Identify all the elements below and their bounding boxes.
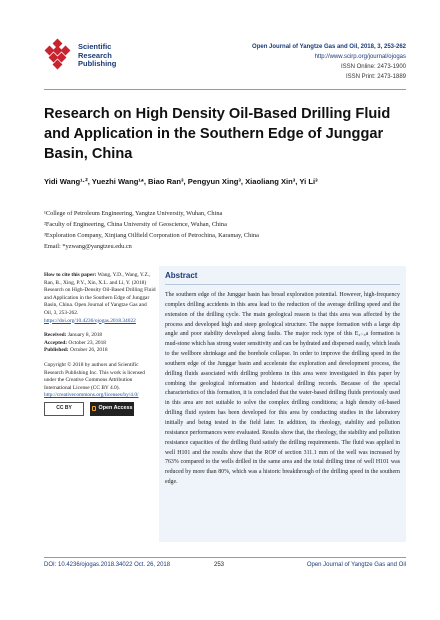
publisher-logo: [44, 40, 194, 74]
author-list: Yidi Wang¹·², Yuezhi Wang¹*, Biao Ran³, Pengyun Xing³, Xiaoliang Xin³, Yi Li³: [44, 177, 318, 186]
doi-link[interactable]: https://doi.org/10.4236/ojogas.2018.34022: [44, 317, 136, 324]
citation-label: How to cite this paper:: [44, 272, 97, 278]
page-number: 253: [214, 562, 225, 568]
publisher-name: Scientific Research Publishing: [78, 42, 117, 68]
issn-online: ISSN Online: 2473-1900: [340, 64, 406, 70]
abstract-heading: Abstract: [165, 270, 400, 285]
license-badges: [44, 402, 156, 416]
published-date: October 26, 2018: [69, 347, 108, 354]
abstract-box: [159, 266, 406, 542]
scirp-logo-icon: [44, 40, 74, 70]
license-link[interactable]: http://creativecommons.org/licenses/by/4.0/: [44, 392, 139, 399]
copyright-block: [44, 362, 156, 416]
contact-email: Email: *yzwang@yangtzeu.edu.cn: [44, 243, 132, 250]
affiliation-3: ³Exploration Company, Xinjiang Oilfield Corporation of Petrochina, Karamay, China: [44, 232, 259, 239]
open-access-badge: Open Access: [90, 402, 134, 416]
journal-name-line: Open Journal of Yangtze Gas and Oil, 2018, 3, 253-262: [252, 44, 406, 50]
affiliation-2: ²Faculty of Engineering, China University of Geoscience, Wuhan, China: [44, 221, 227, 228]
copyright-text: Copyright © 2018 by authors and Scientific Research Publishing Inc. This work is licensed under the Creative Commons Attribution International License (CC BY 4.0).: [44, 361, 145, 391]
received-date: January 8, 2018: [67, 332, 103, 339]
journal-info: [252, 42, 406, 82]
footer-doi-date[interactable]: DOI: 10.4236/ojogas.2018.34022 Oct. 26, 2018: [44, 562, 171, 568]
abstract-text: The southern edge of the Junggar basin has broad exploration potential. However, high-frequency complex drilling accidents in this area lead to the reduction of the average drilling speed and the extension of the drilling cycle. The main geological reason is that this area was affected by the process and developed high and steep geological structure. The nappe formation with a large dip angle and poor stability developed along faults. The major rock type of this E₂₋₃a formation is mud-stone which has strong water sensitivity and can be hydrated and dispersed easily, which leads to the wellbore shrinkage and the borehole collapse. In order to improve the drilling speed in the southern edge of the Junggar basin and accelerate the exploration and development process, the drilling fluids associated with drilling problems in this area were investigated in this paper by combing the geological information and historical drilling records. Because of the special characteristics of this formation, it is concluded that the water-based drilling fluids previously used in this area are not suitable to solve the complex drilling conditions; a high density oil-based drilling fluid system has been developed for this area by conducting studies in the laboratory initially and being tested in the field later. In addition, its rheology, stability and pollution resistance performances were evaluated. Results show that, the rheology, the stability and pollution resistance capacities of the drilling fluid satisfy the drilling requirements. The fluid was applied in well H101 and the results show that the ROP of section 311.1 mm of the well was increased by 763% compared to the wells drilled in the same area and the total drilling time of well H101 was reduced by more than 80%, which was a historic breakthrough of the drilling speed in the southern edge.: [165, 292, 400, 486]
affiliation-list: [44, 208, 344, 252]
affiliation-1: ¹College of Petroleum Engineering, Yangtze University, Wuhan, China: [44, 210, 223, 217]
accepted-date: October 23, 2018: [68, 339, 106, 346]
citation-block: [44, 272, 156, 325]
footer-journal-name: Open Journal of Yangtze Gas and Oil: [306, 562, 406, 568]
issn-print: ISSN Print: 2473-1889: [345, 74, 406, 80]
dates-block: Received: January 8, 2018 Accepted: October 23, 2018 Published: October 26, 2018: [44, 332, 108, 354]
journal-url[interactable]: http://www.scirp.org/journal/ojogas: [314, 54, 406, 60]
footer-divider: [44, 557, 406, 558]
citation-text: Wang, Y.D., Wang, Y.Z., Ran, B., Xing, P.Y., Xin, X.L. and Li, Y. (2018) Research on High-Density Oil-Based Drilling Fluid and Application in the Southern Edge of Junggar Basin, China. Open Journal of Yangtze Gas and Oil, 3, 253-262.: [44, 272, 156, 316]
open-lock-icon: [92, 406, 96, 411]
article-sidebar: [44, 272, 156, 423]
cc-by-badge[interactable]: CC BY: [44, 402, 84, 416]
header-divider: [44, 89, 406, 90]
paper-title: Research on High Density Oil-Based Drilling Fluid and Application in the Southern Edge of Junggar Basin, China: [44, 106, 391, 162]
